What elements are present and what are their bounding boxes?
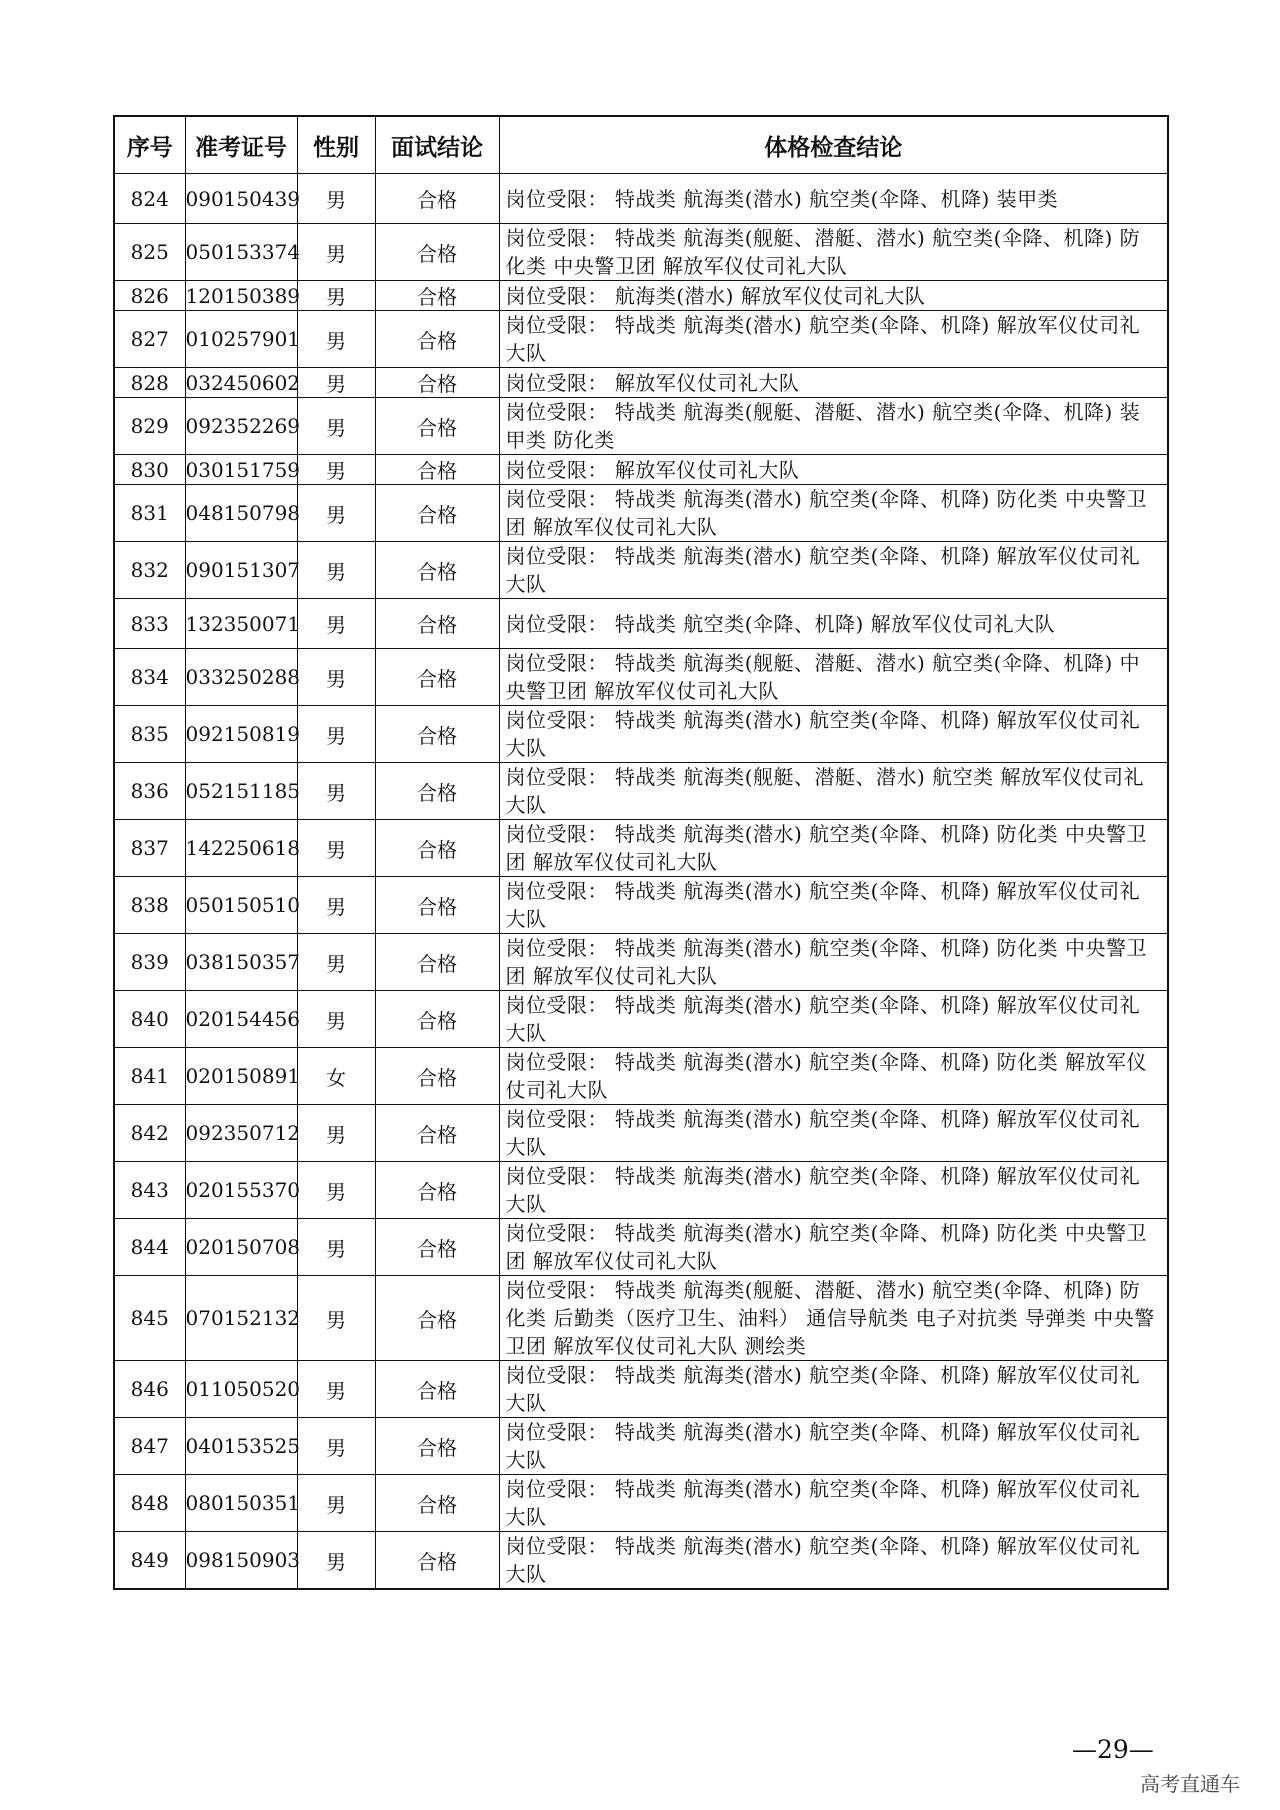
table-header-row	[114, 116, 1168, 174]
cell-sex: 女	[297, 1048, 375, 1105]
cell-exam-id: 020154456	[185, 991, 297, 1048]
cell-interview: 合格	[375, 281, 499, 311]
table-row	[114, 1276, 1168, 1361]
table-row	[114, 877, 1168, 934]
table-row	[114, 1418, 1168, 1475]
cell-serial: 832	[114, 542, 185, 599]
table-row	[114, 398, 1168, 455]
cell-physical-exam: 岗位受限： 特战类 航海类(舰艇、潜艇、潜水) 航空类(伞降、机降) 防化类 后勤类（医疗卫生、油料） 通信导航类 电子对抗类 导弹类 中央警卫团 解放军仪仗司礼大队 测绘类	[499, 1276, 1168, 1361]
cell-physical-exam: 岗位受限： 特战类 航海类(舰艇、潜艇、潜水) 航空类 解放军仪仗司礼大队	[499, 763, 1168, 820]
cell-physical-exam: 岗位受限： 特战类 航海类(潜水) 航空类(伞降、机降) 解放军仪仗司礼大队	[499, 1532, 1168, 1590]
cell-interview: 合格	[375, 311, 499, 368]
cell-sex: 男	[297, 174, 375, 224]
cell-physical-exam: 岗位受限： 特战类 航海类(潜水) 航空类(伞降、机降) 解放军仪仗司礼大队	[499, 706, 1168, 763]
table-row	[114, 1475, 1168, 1532]
cell-exam-id: 050153374	[185, 224, 297, 281]
cell-exam-id: 020150891	[185, 1048, 297, 1105]
cell-exam-id: 050150510	[185, 877, 297, 934]
cell-physical-exam: 岗位受限： 特战类 航海类(潜水) 航空类(伞降、机降) 解放军仪仗司礼大队	[499, 1162, 1168, 1219]
watermark-text: 高考直通车	[1140, 1772, 1240, 1796]
header-serial: 序号	[114, 116, 185, 174]
cell-interview: 合格	[375, 599, 499, 649]
cell-exam-id: 052151185	[185, 763, 297, 820]
cell-sex: 男	[297, 1532, 375, 1590]
table-row	[114, 820, 1168, 877]
cell-serial: 846	[114, 1361, 185, 1418]
cell-interview: 合格	[375, 877, 499, 934]
cell-interview: 合格	[375, 1532, 499, 1590]
cell-interview: 合格	[375, 706, 499, 763]
cell-interview: 合格	[375, 398, 499, 455]
cell-sex: 男	[297, 455, 375, 485]
cell-sex: 男	[297, 649, 375, 706]
cell-interview: 合格	[375, 820, 499, 877]
cell-physical-exam: 岗位受限： 特战类 航海类(潜水) 航空类(伞降、机降) 解放军仪仗司礼大队	[499, 1105, 1168, 1162]
cell-exam-id: 080150351	[185, 1475, 297, 1532]
cell-sex: 男	[297, 763, 375, 820]
page-number: —29—	[1072, 1735, 1154, 1764]
cell-physical-exam: 岗位受限： 特战类 航海类(潜水) 航空类(伞降、机降) 防化类 中央警卫团 解放军仪仗司礼大队	[499, 820, 1168, 877]
cell-interview: 合格	[375, 368, 499, 398]
cell-serial: 848	[114, 1475, 185, 1532]
cell-exam-id: 098150903	[185, 1532, 297, 1590]
cell-exam-id: 132350071	[185, 599, 297, 649]
cell-exam-id: 030151759	[185, 455, 297, 485]
cell-interview: 合格	[375, 934, 499, 991]
table-row	[114, 1361, 1168, 1418]
cell-interview: 合格	[375, 1048, 499, 1105]
cell-sex: 男	[297, 368, 375, 398]
cell-sex: 男	[297, 542, 375, 599]
cell-physical-exam: 岗位受限： 特战类 航海类(舰艇、潜艇、潜水) 航空类(伞降、机降) 装甲类 防化类	[499, 398, 1168, 455]
cell-sex: 男	[297, 398, 375, 455]
cell-physical-exam: 岗位受限： 特战类 航海类(舰艇、潜艇、潜水) 航空类(伞降、机降) 中央警卫团 解放军仪仗司礼大队	[499, 649, 1168, 706]
cell-serial: 847	[114, 1418, 185, 1475]
cell-sex: 男	[297, 820, 375, 877]
cell-physical-exam: 岗位受限： 特战类 航空类(伞降、机降) 解放军仪仗司礼大队	[499, 599, 1168, 649]
cell-sex: 男	[297, 1418, 375, 1475]
cell-physical-exam: 岗位受限： 特战类 航海类(潜水) 航空类(伞降、机降) 解放军仪仗司礼大队	[499, 1361, 1168, 1418]
cell-interview: 合格	[375, 1162, 499, 1219]
cell-serial: 837	[114, 820, 185, 877]
table-row	[114, 934, 1168, 991]
header-interview: 面试结论	[375, 116, 499, 174]
cell-exam-id: 142250618	[185, 820, 297, 877]
cell-interview: 合格	[375, 1475, 499, 1532]
cell-interview: 合格	[375, 485, 499, 542]
cell-serial: 844	[114, 1219, 185, 1276]
cell-sex: 男	[297, 934, 375, 991]
cell-serial: 827	[114, 311, 185, 368]
cell-physical-exam: 岗位受限： 特战类 航海类(潜水) 航空类(伞降、机降) 防化类 中央警卫团 解放军仪仗司礼大队	[499, 485, 1168, 542]
cell-interview: 合格	[375, 1105, 499, 1162]
cell-serial: 841	[114, 1048, 185, 1105]
cell-interview: 合格	[375, 1219, 499, 1276]
cell-physical-exam: 岗位受限： 特战类 航海类(潜水) 航空类(伞降、机降) 防化类 解放军仪仗司礼大队	[499, 1048, 1168, 1105]
cell-serial: 833	[114, 599, 185, 649]
table-row	[114, 455, 1168, 485]
cell-exam-id: 010257901	[185, 311, 297, 368]
header-physical-exam: 体格检查结论	[499, 116, 1168, 174]
cell-interview: 合格	[375, 991, 499, 1048]
cell-interview: 合格	[375, 649, 499, 706]
cell-sex: 男	[297, 877, 375, 934]
table-row	[114, 224, 1168, 281]
cell-exam-id: 092150819	[185, 706, 297, 763]
cell-exam-id: 020150708	[185, 1219, 297, 1276]
cell-exam-id: 070152132	[185, 1276, 297, 1361]
cell-serial: 839	[114, 934, 185, 991]
table-row	[114, 991, 1168, 1048]
cell-serial: 838	[114, 877, 185, 934]
table-row	[114, 1162, 1168, 1219]
cell-physical-exam: 岗位受限： 解放军仪仗司礼大队	[499, 368, 1168, 398]
cell-exam-id: 092350712	[185, 1105, 297, 1162]
cell-exam-id: 092352269	[185, 398, 297, 455]
table-row	[114, 174, 1168, 224]
table-row	[114, 281, 1168, 311]
cell-interview: 合格	[375, 1361, 499, 1418]
cell-physical-exam: 岗位受限： 特战类 航海类(潜水) 航空类(伞降、机降) 装甲类	[499, 174, 1168, 224]
header-exam-id: 准考证号	[185, 116, 297, 174]
cell-physical-exam: 岗位受限： 特战类 航海类(潜水) 航空类(伞降、机降) 防化类 中央警卫团 解放军仪仗司礼大队	[499, 1219, 1168, 1276]
cell-serial: 831	[114, 485, 185, 542]
cell-serial: 835	[114, 706, 185, 763]
cell-exam-id: 038150357	[185, 934, 297, 991]
cell-serial: 825	[114, 224, 185, 281]
cell-physical-exam: 岗位受限： 特战类 航海类(潜水) 航空类(伞降、机降) 解放军仪仗司礼大队	[499, 991, 1168, 1048]
cell-sex: 男	[297, 1162, 375, 1219]
cell-serial: 845	[114, 1276, 185, 1361]
table-row	[114, 763, 1168, 820]
table-row	[114, 649, 1168, 706]
cell-sex: 男	[297, 599, 375, 649]
cell-physical-exam: 岗位受限： 特战类 航海类(舰艇、潜艇、潜水) 航空类(伞降、机降) 防化类 中央警卫团 解放军仪仗司礼大队	[499, 224, 1168, 281]
cell-exam-id: 033250288	[185, 649, 297, 706]
cell-serial: 830	[114, 455, 185, 485]
cell-serial: 840	[114, 991, 185, 1048]
cell-physical-exam: 岗位受限： 特战类 航海类(潜水) 航空类(伞降、机降) 防化类 中央警卫团 解放军仪仗司礼大队	[499, 934, 1168, 991]
cell-exam-id: 040153525	[185, 1418, 297, 1475]
cell-serial: 824	[114, 174, 185, 224]
cell-exam-id: 048150798	[185, 485, 297, 542]
cell-serial: 834	[114, 649, 185, 706]
cell-interview: 合格	[375, 455, 499, 485]
cell-physical-exam: 岗位受限： 解放军仪仗司礼大队	[499, 455, 1168, 485]
table-row	[114, 1219, 1168, 1276]
cell-interview: 合格	[375, 174, 499, 224]
cell-serial: 836	[114, 763, 185, 820]
cell-sex: 男	[297, 1105, 375, 1162]
cell-sex: 男	[297, 1361, 375, 1418]
cell-interview: 合格	[375, 1418, 499, 1475]
cell-sex: 男	[297, 1219, 375, 1276]
cell-exam-id: 011050520	[185, 1361, 297, 1418]
cell-exam-id: 090150439	[185, 174, 297, 224]
table-row	[114, 1048, 1168, 1105]
cell-physical-exam: 岗位受限： 航海类(潜水) 解放军仪仗司礼大队	[499, 281, 1168, 311]
cell-sex: 男	[297, 1276, 375, 1361]
table-row	[114, 1532, 1168, 1590]
table-row	[114, 485, 1168, 542]
cell-physical-exam: 岗位受限： 特战类 航海类(潜水) 航空类(伞降、机降) 解放军仪仗司礼大队	[499, 311, 1168, 368]
table-row	[114, 1105, 1168, 1162]
cell-interview: 合格	[375, 1276, 499, 1361]
cell-exam-id: 120150389	[185, 281, 297, 311]
table-row	[114, 599, 1168, 649]
header-sex: 性别	[297, 116, 375, 174]
cell-serial: 826	[114, 281, 185, 311]
cell-sex: 男	[297, 485, 375, 542]
table-row	[114, 542, 1168, 599]
cell-serial: 829	[114, 398, 185, 455]
cell-sex: 男	[297, 281, 375, 311]
cell-exam-id: 032450602	[185, 368, 297, 398]
cell-physical-exam: 岗位受限： 特战类 航海类(潜水) 航空类(伞降、机降) 解放军仪仗司礼大队	[499, 877, 1168, 934]
cell-physical-exam: 岗位受限： 特战类 航海类(潜水) 航空类(伞降、机降) 解放军仪仗司礼大队	[499, 1475, 1168, 1532]
cell-sex: 男	[297, 991, 375, 1048]
cell-sex: 男	[297, 1475, 375, 1532]
cell-serial: 842	[114, 1105, 185, 1162]
table-row	[114, 368, 1168, 398]
cell-exam-id: 090151307	[185, 542, 297, 599]
cell-serial: 849	[114, 1532, 185, 1590]
cell-interview: 合格	[375, 542, 499, 599]
results-table	[113, 115, 1169, 1590]
cell-physical-exam: 岗位受限： 特战类 航海类(潜水) 航空类(伞降、机降) 解放军仪仗司礼大队	[499, 542, 1168, 599]
cell-serial: 843	[114, 1162, 185, 1219]
cell-sex: 男	[297, 706, 375, 763]
cell-sex: 男	[297, 311, 375, 368]
cell-interview: 合格	[375, 763, 499, 820]
cell-sex: 男	[297, 224, 375, 281]
table-row	[114, 706, 1168, 763]
cell-serial: 828	[114, 368, 185, 398]
cell-exam-id: 020155370	[185, 1162, 297, 1219]
cell-interview: 合格	[375, 224, 499, 281]
cell-physical-exam: 岗位受限： 特战类 航海类(潜水) 航空类(伞降、机降) 解放军仪仗司礼大队	[499, 1418, 1168, 1475]
table-row	[114, 311, 1168, 368]
